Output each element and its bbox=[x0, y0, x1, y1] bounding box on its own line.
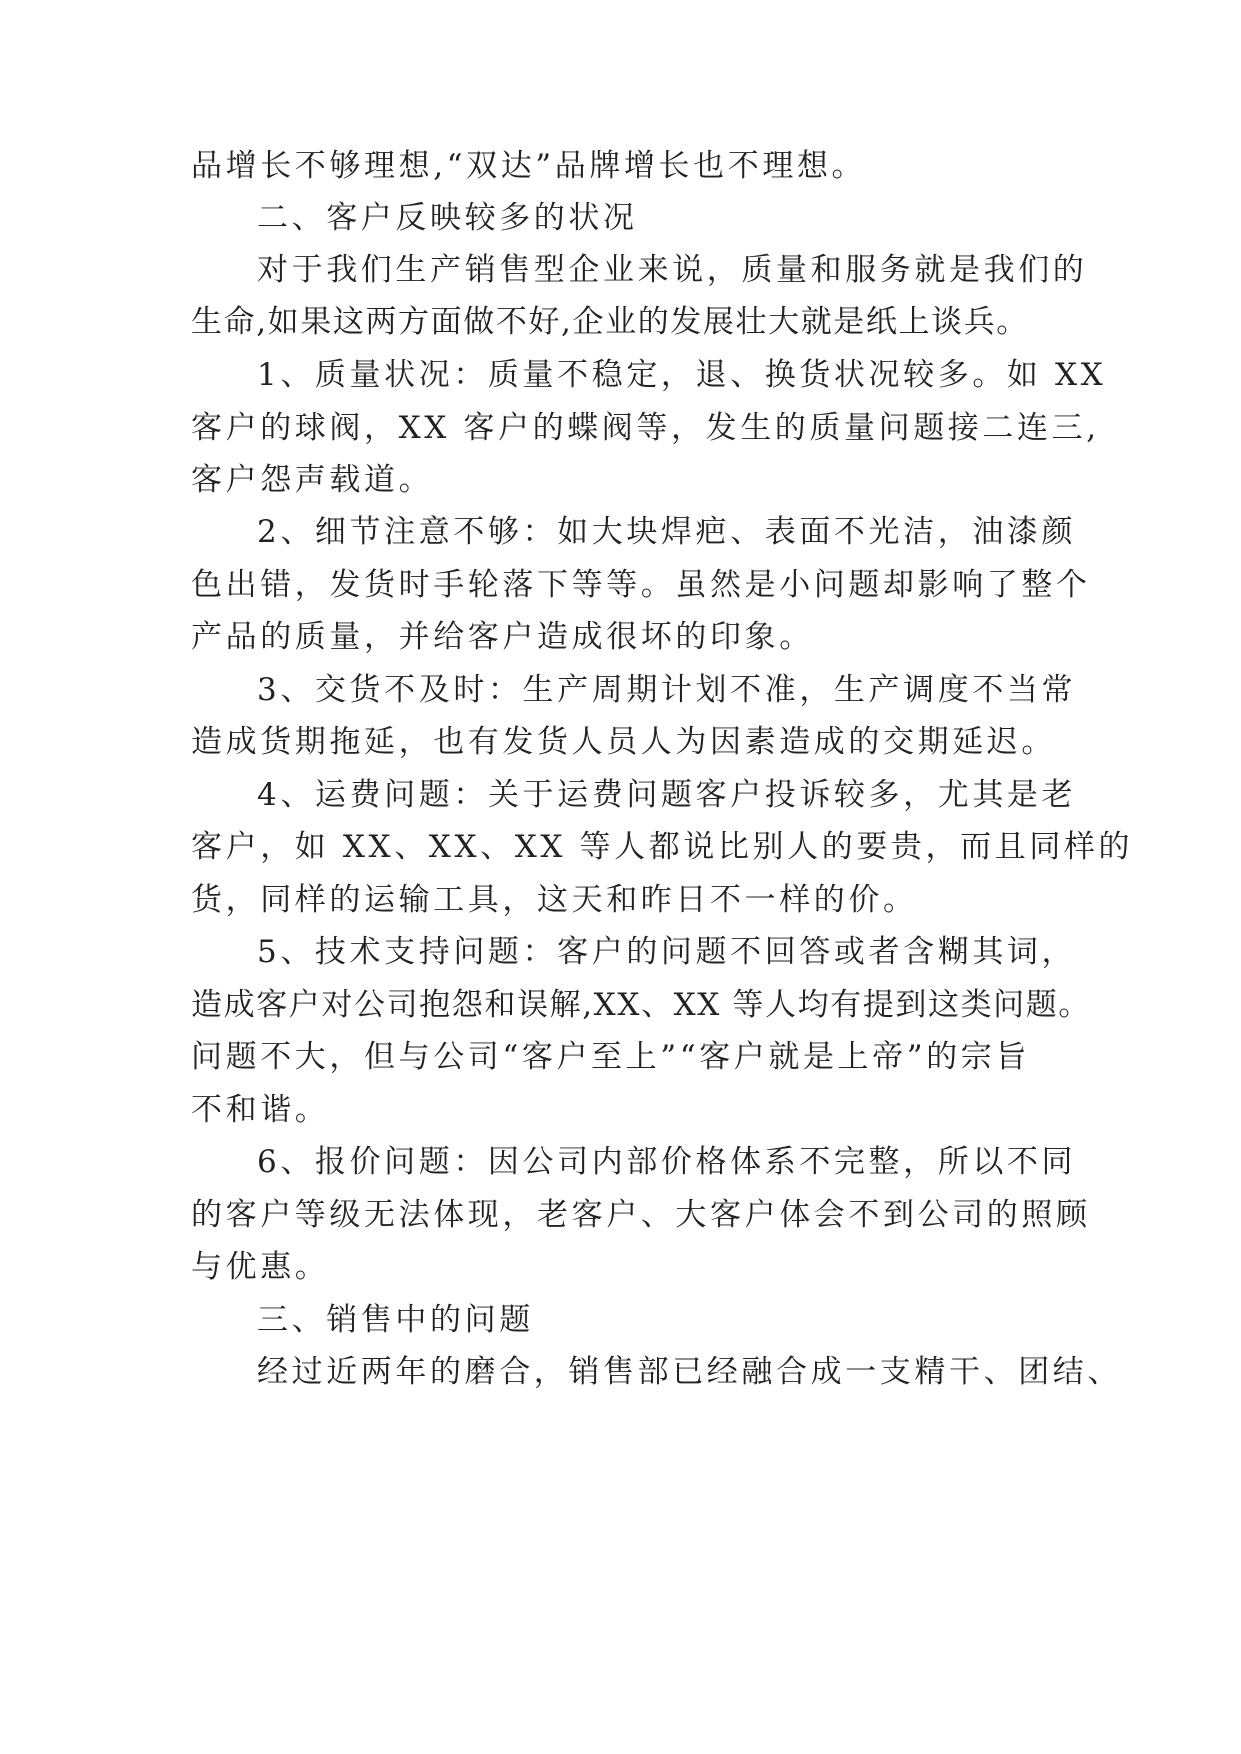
list-item-first-line: 2、细节注意不够：如大块焊疤、表面不光洁，油漆颜 bbox=[257, 514, 1077, 550]
body-line: 问题不大，但与公司“客户至上”“客户就是上帝”的宗旨 bbox=[191, 1039, 1030, 1075]
body-line: 色出错，发货时手轮落下等等。虽然是小问题却影响了整个 bbox=[191, 567, 1091, 603]
body-line: 货，同样的运输工具，这天和昨日不一样的价。 bbox=[191, 882, 918, 918]
body-line: 造成货期拖延，也有发货人员人为因素造成的交期延迟。 bbox=[191, 724, 1056, 760]
body-line: 生命,如果这两方面做不好,企业的发展壮大就是纸上谈兵。 bbox=[191, 304, 1029, 340]
body-line: 品增长不够理想,“双达”品牌增长也不理想。 bbox=[191, 148, 867, 184]
list-item-first-line: 1、质量状况：质量不稳定，退、换货状况较多。如 XX bbox=[257, 357, 1107, 393]
list-item-first-line: 5、技术支持问题：客户的问题不回答或者含糊其词， bbox=[257, 934, 1077, 970]
list-item-first-line: 3、交货不及时：生产周期计划不准，生产调度不当常 bbox=[257, 672, 1077, 708]
body-line: 与优惠。 bbox=[191, 1249, 330, 1285]
body-line: 客户，如 XX、XX、XX 等人都说比别人的要贵，而且同样的 bbox=[191, 829, 1134, 865]
body-line: 客户的球阀，XX 客户的蝶阀等，发生的质量问题接二连三, bbox=[191, 410, 1100, 446]
list-item-first-line: 6、报价问题：因公司内部价格体系不完整，所以不同 bbox=[257, 1144, 1077, 1180]
list-item-first-line: 4、运费问题：关于运费问题客户投诉较多，尤其是老 bbox=[257, 777, 1077, 813]
body-line: 造成客户对公司抱怨和误解,XX、XX 等人均有提到这类问题。 bbox=[191, 987, 1091, 1023]
body-line: 客户怨声载道。 bbox=[191, 462, 434, 498]
body-line: 不和谐。 bbox=[191, 1092, 330, 1128]
section-heading: 三、销售中的问题 bbox=[257, 1302, 534, 1338]
body-line: 产品的质量，并给客户造成很坏的印象。 bbox=[191, 619, 814, 655]
body-line: 的客户等级无法体现，老客户、大客户体会不到公司的照顾 bbox=[191, 1197, 1091, 1233]
section-heading: 二、客户反映较多的状况 bbox=[257, 200, 638, 236]
paragraph-first-line: 对于我们生产销售型企业来说，质量和服务就是我们的 bbox=[257, 252, 1088, 288]
paragraph-first-line: 经过近两年的磨合，销售部已经融合成一支精干、团结、 bbox=[257, 1354, 1122, 1390]
